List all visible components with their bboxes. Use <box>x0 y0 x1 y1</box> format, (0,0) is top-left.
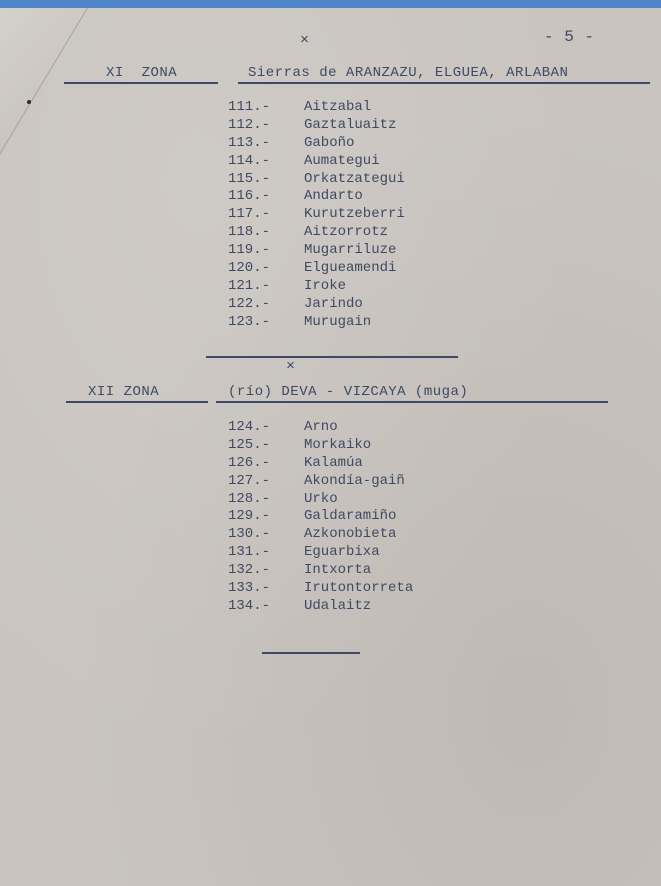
zone-xii-label-underline <box>66 401 208 403</box>
zone-xii-title-underline <box>216 401 608 403</box>
list-item: 126.- Kalamúa <box>228 454 363 471</box>
zone-xii-list <box>228 419 413 616</box>
list-item: 116.- Andarto <box>228 188 363 205</box>
list-item: 115.- Orkatzategui <box>228 170 405 187</box>
zone-xi-title-underline <box>238 82 650 84</box>
list-item: 130.- Azkonobieta <box>228 526 397 543</box>
zone-xi-label-underline <box>64 82 218 84</box>
punch-hole <box>27 100 31 104</box>
list-item: 119.- Mugarriluze <box>228 242 397 259</box>
zone-xi-title: Sierras de ARANZAZU, ELGUEA, ARLABAN <box>248 65 569 81</box>
list-item: 118.- Aitzorrotz <box>228 224 389 241</box>
list-item: 134.- Udalaitz <box>228 597 372 614</box>
list-item: 124.- Arno <box>228 419 338 435</box>
list-item: 111.- Aitzabal <box>228 99 372 115</box>
list-item: 131.- Eguarbixa <box>228 544 380 561</box>
list-item: 127.- Akondía-gaiñ <box>228 472 405 489</box>
section-divider <box>206 356 458 358</box>
list-item: 122.- Jarindo <box>228 295 363 312</box>
list-item: 128.- Urko <box>228 490 338 507</box>
list-item: 113.- Gaboño <box>228 134 355 151</box>
page-number: - 5 - <box>544 28 595 46</box>
list-item: 112.- Gaztaluaitz <box>228 116 397 133</box>
zone-xi-label: XI ZONA <box>106 65 178 81</box>
list-item: 129.- Galdaramiño <box>228 508 397 525</box>
check-mark-middle: × <box>286 358 296 375</box>
list-item: 123.- Murugain <box>228 313 372 330</box>
list-item: 117.- Kurutzeberri <box>228 206 405 223</box>
zone-xii-title: (río) DEVA - VIZCAYA (muga) <box>228 384 469 400</box>
list-item: 120.- Elgueamendi <box>228 260 397 277</box>
list-item: 133.- Irutontorreta <box>228 580 414 597</box>
end-divider <box>262 652 360 654</box>
document-page <box>0 8 661 886</box>
list-item: 121.- Iroke <box>228 277 347 294</box>
list-item: 132.- Intxorta <box>228 562 372 579</box>
check-mark-top: × <box>300 32 310 49</box>
list-item: 114.- Aumategui <box>228 152 380 169</box>
zone-xii-label: XII ZONA <box>88 384 160 400</box>
list-item: 125.- Morkaiko <box>228 436 372 453</box>
zone-xi-list <box>228 99 405 332</box>
